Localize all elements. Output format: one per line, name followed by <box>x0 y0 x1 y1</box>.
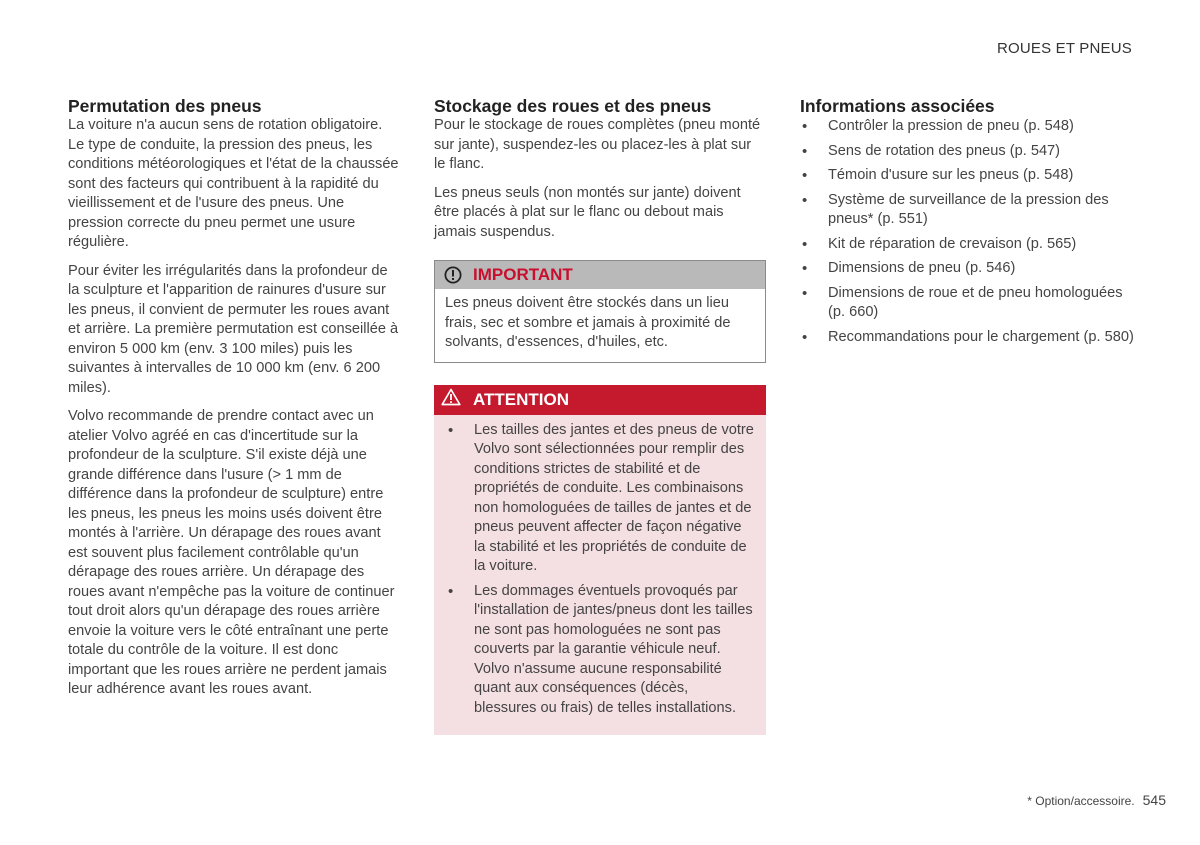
paragraph: Pour éviter les irrégularités dans la profondeur de la sculpture et l'apparition de rainures d'usure sur les pneus, il convient de permuter les roues avant et arrière. La première permutation est conseillée à environ 5 000 km (env. 3 100 miles) puis les suivantes à intervalles de 10 000 km (env. 6 200 miles). <box>68 262 399 396</box>
important-text: Les pneus doivent être stockés dans un lieu frais, sec et sombre et jamais à proximité de solvants, d'essences, d'huiles, etc. <box>445 295 731 350</box>
related-link[interactable]: • Sens de rotation des pneus (p. 547) <box>800 142 1140 162</box>
heading-tire-storage: Stockage des roues et des pneus <box>434 96 712 116</box>
warning-triangle-icon <box>441 388 461 411</box>
important-title: IMPORTANT <box>473 265 573 284</box>
column-tire-rotation <box>68 96 400 709</box>
important-header <box>435 261 765 289</box>
heading-tire-rotation: Permutation des pneus <box>68 96 262 116</box>
important-body <box>435 289 765 362</box>
heading-related-info: Informations associées <box>800 96 995 116</box>
important-notice <box>434 260 766 363</box>
related-link[interactable]: • Dimensions de roue et de pneu homologuées (p. 660) <box>800 284 1140 323</box>
column-tire-storage <box>434 96 766 735</box>
related-link[interactable]: • Témoin d'usure sur les pneus (p. 548) <box>800 166 1140 186</box>
page-number: 545 <box>1142 792 1166 808</box>
attention-title: ATTENTION <box>473 389 570 409</box>
exclamation-circle-icon <box>444 266 462 284</box>
related-link[interactable]: • Système de surveillance de la pression des pneus* (p. 551) <box>800 191 1140 230</box>
footnote: * Option/accessoire. <box>1027 794 1135 808</box>
related-link[interactable]: • Kit de réparation de crevaison (p. 565) <box>800 235 1140 255</box>
related-link[interactable]: • Contrôler la pression de pneu (p. 548) <box>800 117 1140 137</box>
attention-header <box>434 385 766 415</box>
related-info-list <box>800 117 1140 347</box>
list-item: • Les dommages éventuels provoqués par l'installation de jantes/pneus dont les tailles ne sont pas homologuées ne sont pas couverts par la garantie véhicule neuf. Volvo n'assume aucune responsabilité quant aux conséquences (décès, blessures ou frais) de telles installations. <box>446 582 754 719</box>
page-footer <box>1027 792 1166 808</box>
paragraph: Volvo recommande de prendre contact avec un atelier Volvo agréé en cas d'incertitude sur la profondeur de la sculpture. S'il existe déjà une grande différence dans l'usure (> 1 mm de différence dans la profondeur de sculpture) entre les pneus, les pneus les moins usés doivent être montés à l'arrière. Un dérapage des roues avant est souvent plus facilement contrôlable qu'un dérapage des roues arrière. Un dérapage des roues avant n'empêche pas la voiture de continuer tout droit alors qu'un dérapage des roues arrière envoie la voiture vers le côté entraînant une perte totale du contrôle de la voiture. Il est donc important que les roues arrière ne perdent jamais leur adhérence avant les roues avant. <box>68 408 395 697</box>
list-item: • Les tailles des jantes et des pneus de votre Volvo sont sélectionnées pour remplir des conditions strictes de stabilité et de propriétés de conduite. Les combinaisons non homologuées de tailles de jantes et de pneus peuvent affecter de façon négative la stabilité et les propriétés de conduite de la voiture. <box>446 421 754 577</box>
paragraph: Pour le stockage de roues complètes (pneu monté sur jante), suspendez-les ou placez-les à plat sur le flanc. <box>434 117 761 172</box>
attention-list <box>434 415 766 719</box>
related-link[interactable]: • Recommandations pour le chargement (p. 580) <box>800 328 1140 348</box>
paragraph: Les pneus seuls (non montés sur jante) doivent être placés à plat sur le flanc ou debout mais jamais suspendus. <box>434 184 741 240</box>
section-header: ROUES ET PNEUS <box>996 40 1132 57</box>
related-link[interactable]: • Dimensions de pneu (p. 546) <box>800 259 1140 279</box>
column-related-info <box>800 96 1140 352</box>
attention-notice <box>434 385 766 736</box>
paragraph: La voiture n'a aucun sens de rotation obligatoire. Le type de conduite, la pression des pneus, les conditions météorologiques et l'état de la chaussée sont des facteurs qui contribuent à la rapidité du vieillissement et de l'usure des pneus. Une pression correcte du pneu permet une usure régulière. <box>68 117 399 250</box>
